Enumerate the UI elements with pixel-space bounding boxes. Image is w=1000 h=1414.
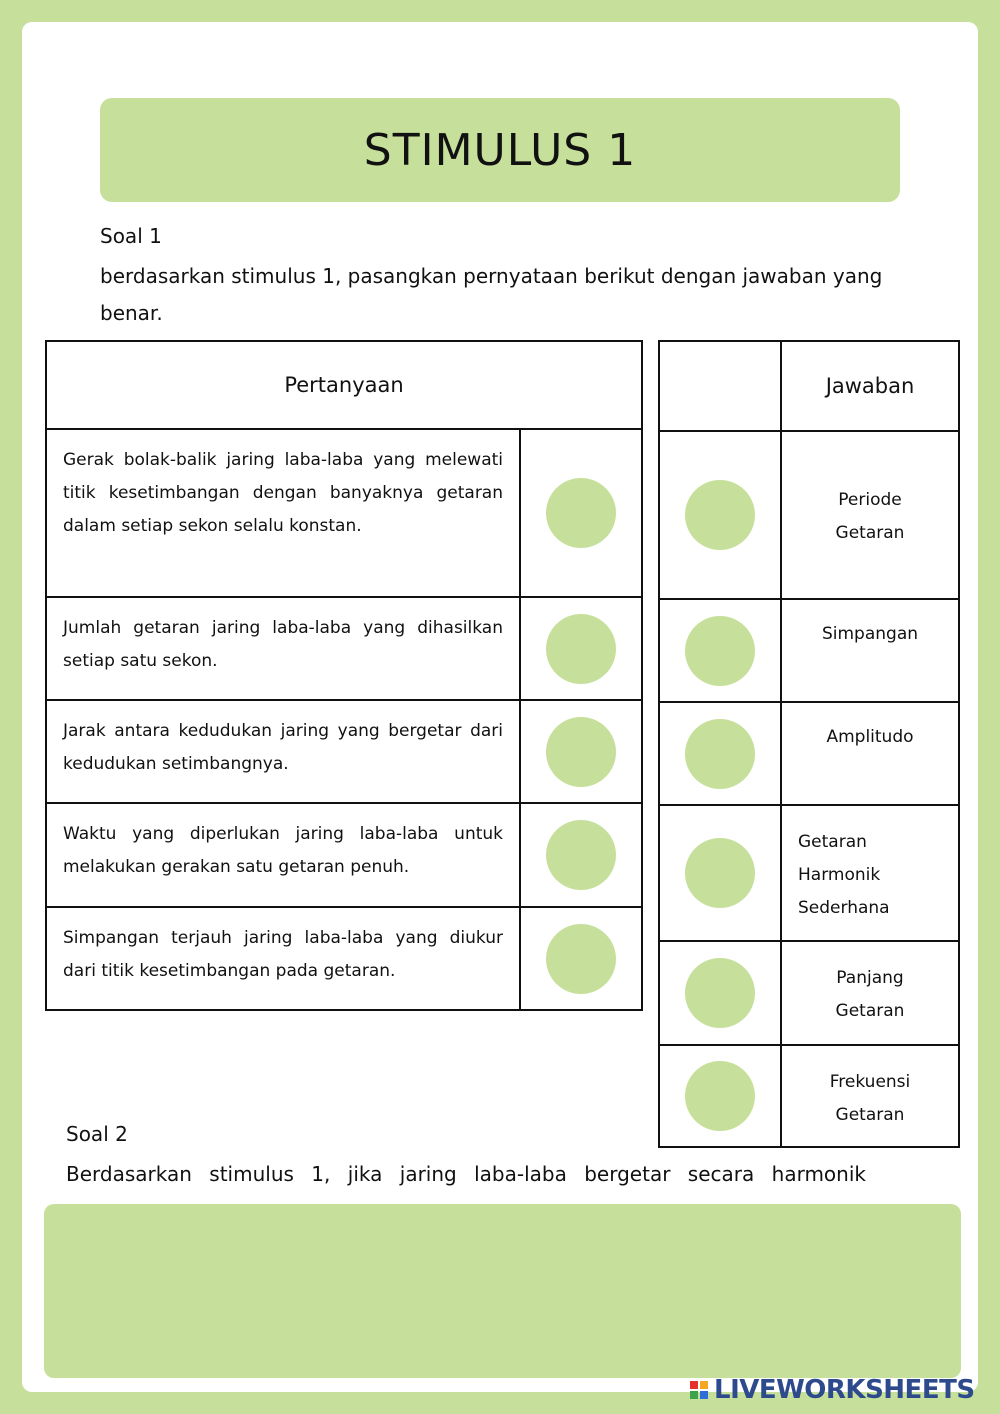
answer-text: Amplitudo (781, 702, 959, 805)
match-dot-question-4[interactable] (546, 820, 616, 890)
match-dot-answer-2[interactable] (685, 616, 755, 686)
questions-table (45, 340, 643, 1011)
match-dot-question-5[interactable] (546, 924, 616, 994)
question-text: Simpangan terjauh jaring laba-laba yang diukur dari titik kesetimbangan pada getaran. (46, 907, 520, 1010)
answer-row (659, 805, 959, 941)
question1-label: Soal 1 (100, 224, 162, 248)
question-text: Waktu yang diperlukan jaring laba-laba untuk melakukan gerakan satu getaran penuh. (46, 803, 520, 907)
brand-name: LIVEWORKSHEETS (714, 1375, 975, 1405)
question-row (46, 429, 642, 597)
answer-text: Periode Getaran (781, 431, 959, 599)
answer-input-box[interactable] (44, 1204, 961, 1378)
title-banner (100, 98, 900, 202)
question-row (46, 700, 642, 803)
liveworksheets-logo (690, 1374, 975, 1406)
page-title: STIMULUS 1 (363, 124, 637, 176)
liveworksheets-icon (690, 1381, 708, 1399)
match-dot-answer-5[interactable] (685, 958, 755, 1028)
answer-row (659, 1045, 959, 1147)
match-dot-answer-3[interactable] (685, 719, 755, 789)
answer-text: Getaran Harmonik Sederhana (781, 805, 959, 941)
question-row (46, 597, 642, 700)
match-dot-question-3[interactable] (546, 717, 616, 787)
answers-table (658, 340, 960, 1148)
match-dot-question-1[interactable] (546, 478, 616, 548)
question-text: Jumlah getaran jaring laba-laba yang dihasilkan setiap satu sekon. (46, 597, 520, 700)
answer-text: Frekuensi Getaran (781, 1045, 959, 1147)
answers-header: Jawaban (781, 341, 959, 431)
match-dot-answer-4[interactable] (685, 838, 755, 908)
question2-text: Berdasarkan stimulus 1, jika jaring laba-laba bergetar secara harmonik (66, 1162, 866, 1186)
answer-row (659, 702, 959, 805)
answer-text: Panjang Getaran (781, 941, 959, 1045)
questions-header: Pertanyaan (46, 341, 642, 429)
question-text: Jarak antara kedudukan jaring yang bergetar dari kedudukan setimbangnya. (46, 700, 520, 803)
question-row (46, 803, 642, 907)
question2-label: Soal 2 (66, 1122, 128, 1146)
question1-instruction: berdasarkan stimulus 1, pasangkan pernyataan berikut dengan jawaban yang benar. (100, 264, 883, 325)
question-text: Gerak bolak-balik jaring laba-laba yang melewati titik kesetimbangan dengan banyaknya getaran dalam setiap sekon selalu konstan. (46, 429, 520, 597)
answer-row (659, 941, 959, 1045)
match-dot-question-2[interactable] (546, 614, 616, 684)
answer-row (659, 599, 959, 702)
answer-text: Simpangan (781, 599, 959, 702)
question-row (46, 907, 642, 1010)
match-dot-answer-6[interactable] (685, 1061, 755, 1131)
match-dot-answer-1[interactable] (685, 480, 755, 550)
answer-row (659, 431, 959, 599)
